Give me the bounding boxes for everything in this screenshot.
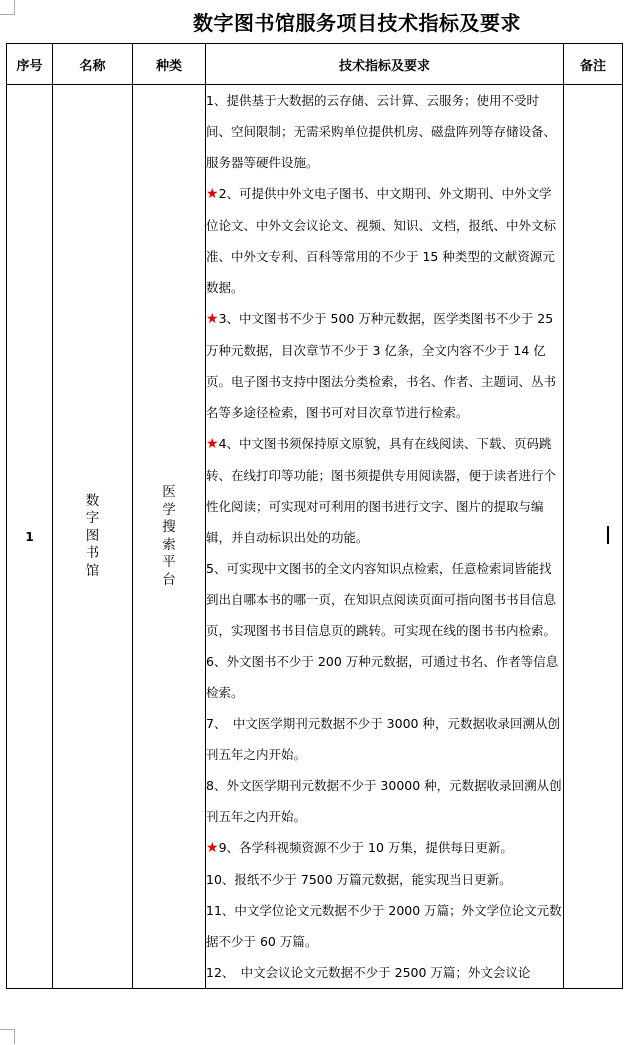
crop-mark-bottom-left (0, 1029, 15, 1044)
list-item (206, 553, 563, 646)
cell-name (53, 85, 133, 989)
cell-spec (206, 85, 564, 989)
header-type: 种类 (133, 44, 206, 85)
header-no: 序号 (7, 44, 53, 85)
list-item-text: 6、外文图书不少于 200 万种元数据，可通过书名、作者等信息检索。 (206, 654, 559, 700)
red-star-icon: ★ (206, 186, 219, 202)
list-item-text: 3、中文图书不少于 500 万种元数据，医学类图书不少于 25 万种元数据，目次章节不少于 3 亿条，全文内容不少于 14 亿页。电子图书支持中图法分类检索，书名、作者、主题词、丛书名等多途径检索，图书可对目次章节进行检索。 (206, 311, 557, 420)
page-title (0, 7, 629, 36)
red-star-icon: ★ (206, 840, 219, 856)
red-star-icon: ★ (206, 311, 219, 327)
page-title-text: 数字图书馆服务项目技术指标及要求 (193, 11, 521, 35)
header-name: 名称 (53, 44, 133, 85)
header-note: 备注 (564, 44, 623, 85)
table-header-row (7, 44, 623, 85)
list-item (206, 864, 563, 895)
list-item-text: 12、 中文会议论文元数据不少于 2500 万篇；外文会议论 (206, 965, 531, 980)
list-item-text: 11、中文学位论文元数据不少于 2000 万篇；外文学位论文元数据不少于 60 万篇。 (206, 903, 562, 949)
list-item (206, 178, 563, 303)
red-star-icon: ★ (206, 436, 219, 452)
cell-type-text: 医学搜索平台 (162, 484, 176, 588)
cell-type (133, 85, 206, 989)
list-item-text: 10、报纸不少于 7500 万篇元数据，能实现当日更新。 (206, 872, 512, 887)
list-item (206, 85, 563, 178)
text-cursor (607, 526, 609, 544)
list-item-text: 7、 中文医学期刊元数据不少于 3000 种，元数据收录回溯从创刊五年之内开始。 (206, 716, 560, 762)
list-item-text: 1、提供基于大数据的云存储、云计算、云服务；使用不受时间、空间限制；无需采购单位提供机房、磁盘阵列等存储设备、服务器等硬件设施。 (206, 93, 557, 170)
cell-no: 1 (7, 85, 53, 989)
list-item-text: 2、可提供中外文电子图书、中文期刊、外文期刊、中外文学位论文、中外文会议论文、视频、知识、文档，报纸、中外文标准、中外文专利、百科等常用的不少于 15 种类型的文献资源元数据。 (206, 186, 557, 295)
list-item (206, 770, 563, 832)
list-item (206, 646, 563, 708)
list-item (206, 708, 563, 770)
cell-name-text: 数字图书馆 (85, 492, 100, 579)
list-item (206, 895, 563, 957)
spec-table (6, 43, 623, 989)
list-item-text: 9、各学科视频资源不少于 10 万集，提供每日更新。 (218, 840, 513, 855)
list-item-text: 8、外文医学期刊元数据不少于 30000 种，元数据收录回溯从创刊五年之内开始。 (206, 778, 562, 824)
list-item (206, 832, 563, 864)
list-item-text: 5、可实现中文图书的全文内容知识点检索，任意检索词皆能找到出自哪本书的哪一页，在知识点阅读页面可指向图书书目信息页，实现图书书目信息页的跳转。可实现在线的图书书内检索。 (206, 561, 557, 638)
table-row (7, 85, 623, 989)
cell-note[interactable] (564, 85, 623, 989)
spec-item-list (206, 85, 563, 988)
list-item (206, 303, 563, 428)
header-spec: 技术指标及要求 (206, 44, 564, 85)
list-item (206, 428, 563, 553)
list-item (206, 957, 563, 988)
list-item-text: 4、中文图书须保持原文原貌，具有在线阅读、下载、页码跳转、在线打印等功能；图书须提供专用阅读器，便于读者进行个性化阅读；可实现对可利用的图书进行文字、图片的提取与编辑，并自动标识出处的功能。 (206, 436, 557, 545)
